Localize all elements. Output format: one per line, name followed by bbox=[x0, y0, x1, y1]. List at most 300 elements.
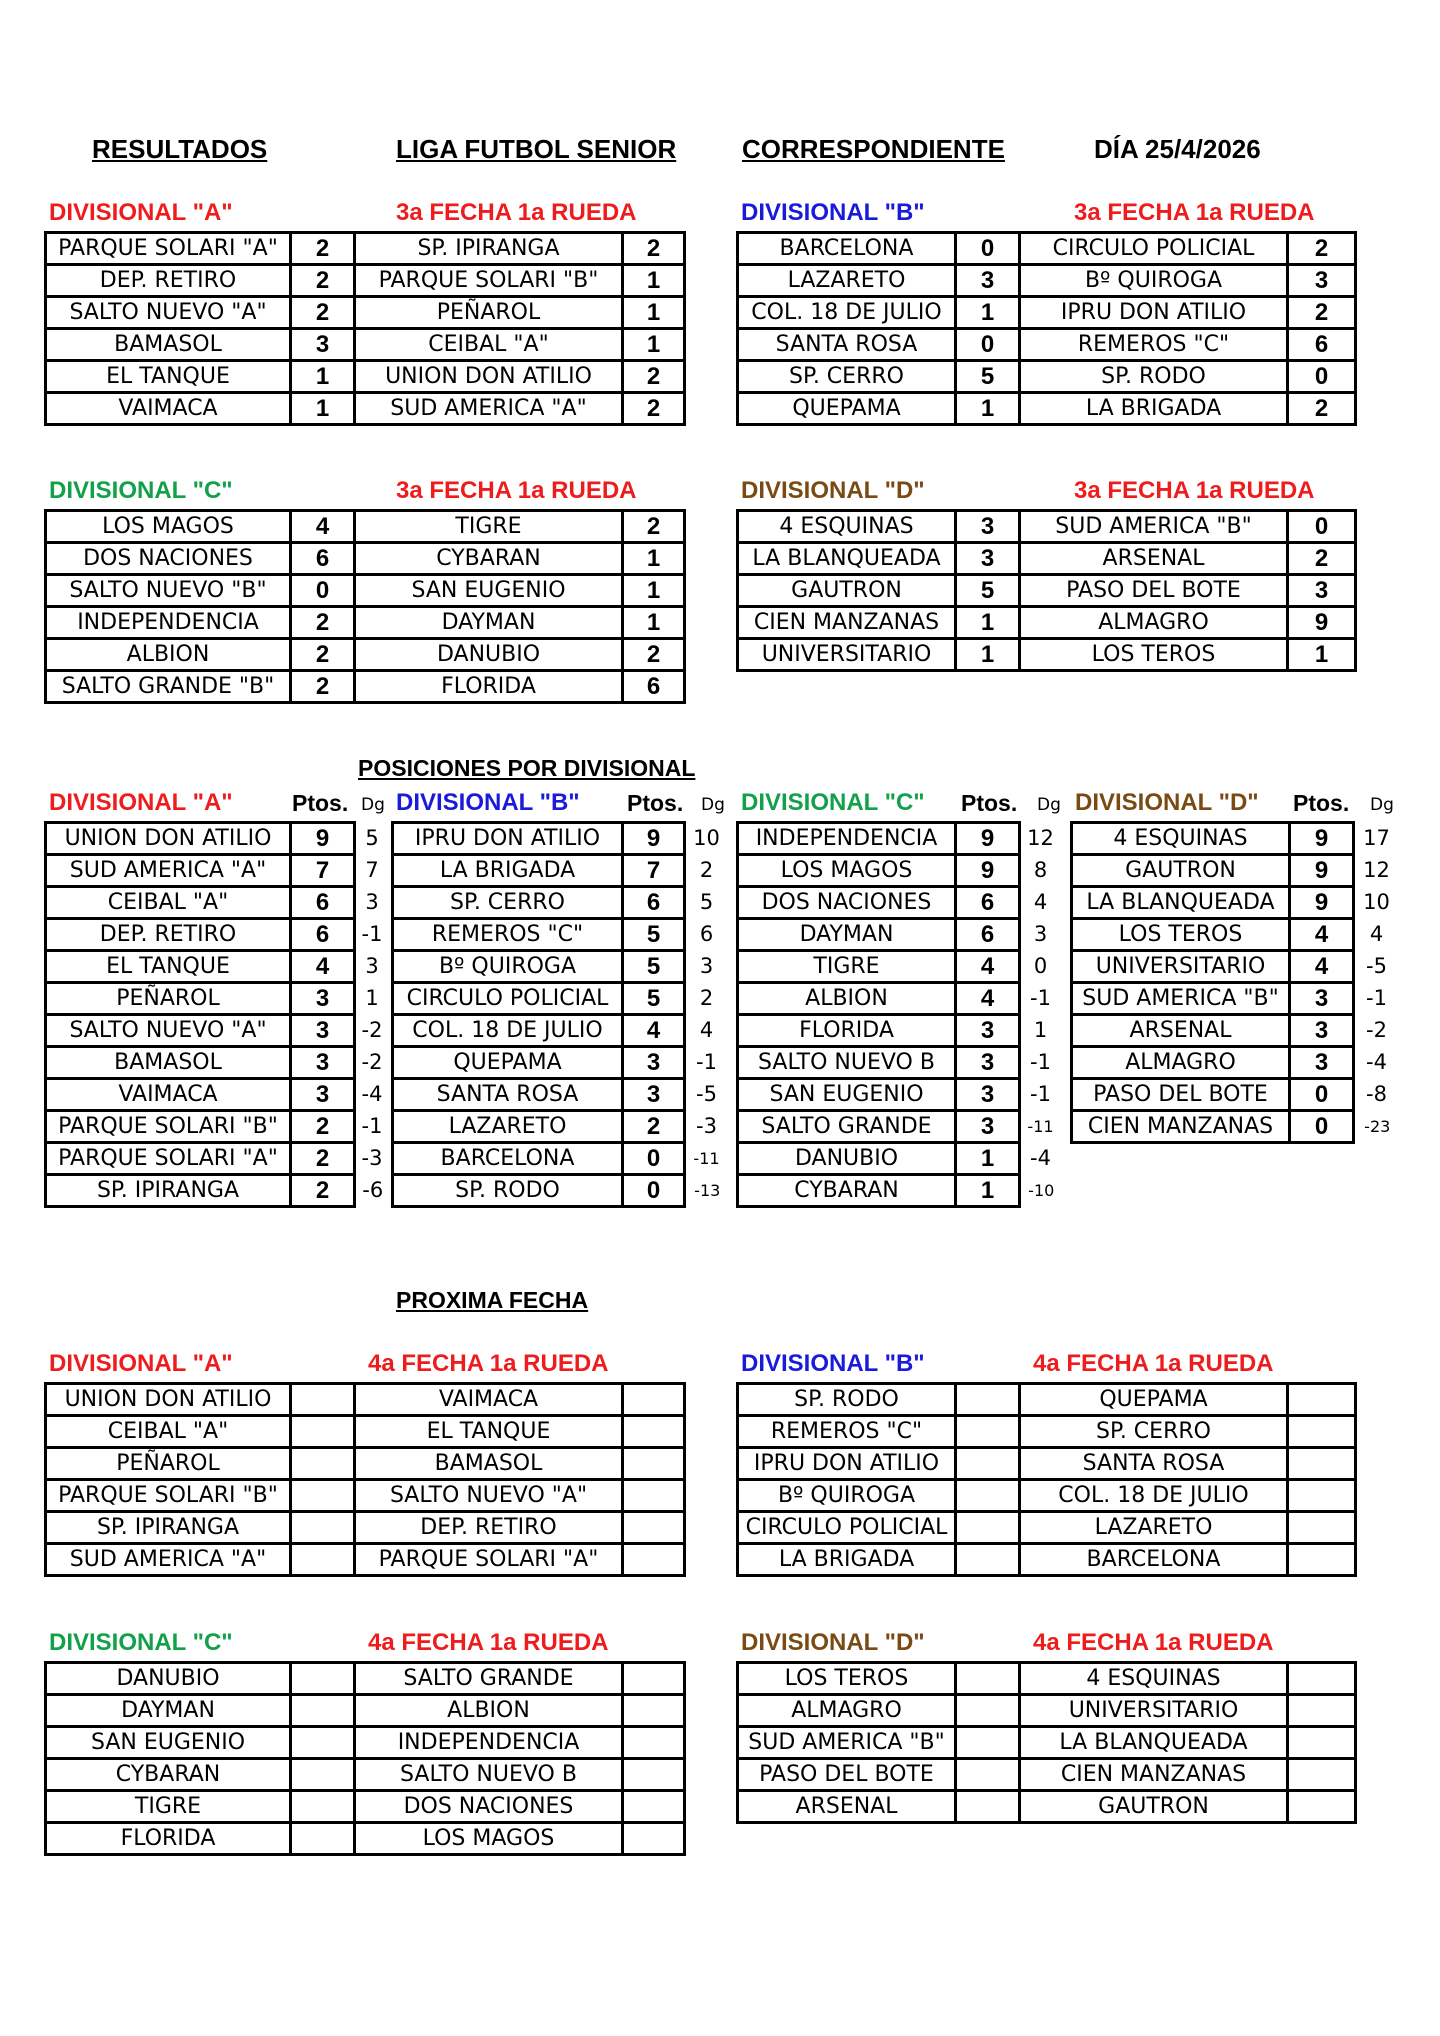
away-score: 2 bbox=[623, 233, 685, 265]
goal-difference: 12 bbox=[1363, 858, 1390, 882]
results-d-title: DIVISIONAL "D" bbox=[741, 477, 925, 504]
away-score bbox=[623, 1416, 685, 1448]
points: 5 bbox=[623, 919, 685, 951]
away-score bbox=[1288, 1663, 1356, 1695]
home-team: TIGRE bbox=[46, 1791, 291, 1823]
points: 9 bbox=[1290, 823, 1354, 855]
home-score: 1 bbox=[291, 393, 355, 425]
goal-difference: 10 bbox=[693, 826, 720, 850]
goal-difference: -3 bbox=[361, 1146, 383, 1170]
away-team: DAYMAN bbox=[355, 607, 623, 639]
result-row bbox=[738, 329, 1356, 361]
home-team: LAZARETO bbox=[738, 265, 956, 297]
home-score bbox=[956, 1544, 1020, 1576]
away-score bbox=[1288, 1759, 1356, 1791]
goal-difference: 5 bbox=[365, 826, 379, 850]
away-score bbox=[623, 1791, 685, 1823]
team-name: LOS MAGOS bbox=[738, 855, 956, 887]
standings-c-dg-label: Dg bbox=[1037, 795, 1061, 815]
points: 0 bbox=[1290, 1079, 1354, 1111]
home-team: UNIVERSITARIO bbox=[738, 639, 956, 671]
away-team: LOS MAGOS bbox=[355, 1823, 623, 1855]
standing-row bbox=[1072, 823, 1400, 855]
home-score bbox=[291, 1416, 355, 1448]
goal-difference: -2 bbox=[361, 1018, 383, 1042]
points: 6 bbox=[623, 887, 685, 919]
home-score bbox=[291, 1727, 355, 1759]
team-name: PASO DEL BOTE bbox=[1072, 1079, 1290, 1111]
home-team: PASO DEL BOTE bbox=[738, 1759, 956, 1791]
result-row bbox=[46, 361, 685, 393]
goal-difference: -6 bbox=[362, 1178, 384, 1202]
away-score: 2 bbox=[1288, 233, 1356, 265]
home-score: 1 bbox=[956, 393, 1020, 425]
standing-row bbox=[46, 887, 390, 919]
home-team: QUEPAMA bbox=[738, 393, 956, 425]
goal-difference: -2 bbox=[361, 1050, 383, 1074]
standing-row bbox=[393, 1079, 729, 1111]
home-team: SAN EUGENIO bbox=[46, 1727, 291, 1759]
home-team: ALBION bbox=[46, 639, 291, 671]
home-score: 2 bbox=[291, 297, 355, 329]
fixture-row bbox=[46, 1663, 685, 1695]
next-b-fecha: 4a FECHA 1a RUEDA bbox=[1033, 1350, 1274, 1377]
standing-row bbox=[738, 887, 1062, 919]
results-b-title: DIVISIONAL "B" bbox=[741, 199, 925, 226]
away-team: CIRCULO POLICIAL bbox=[1020, 233, 1288, 265]
points: 6 bbox=[956, 887, 1020, 919]
home-score bbox=[956, 1384, 1020, 1416]
home-team: PEÑAROL bbox=[46, 1448, 291, 1480]
team-name: SALTO NUEVO "A" bbox=[46, 1015, 291, 1047]
home-score: 2 bbox=[291, 639, 355, 671]
home-team: FLORIDA bbox=[46, 1823, 291, 1855]
standing-row bbox=[393, 919, 729, 951]
fixture-row bbox=[46, 1727, 685, 1759]
standing-row bbox=[46, 983, 390, 1015]
points: 5 bbox=[623, 951, 685, 983]
home-score bbox=[956, 1448, 1020, 1480]
goal-difference: -23 bbox=[1364, 1117, 1391, 1136]
home-score: 3 bbox=[956, 265, 1020, 297]
standing-row bbox=[46, 919, 390, 951]
home-score: 1 bbox=[956, 297, 1020, 329]
team-name: SP. RODO bbox=[393, 1175, 623, 1207]
home-team: CYBARAN bbox=[46, 1759, 291, 1791]
goal-difference: -1 bbox=[1366, 986, 1387, 1010]
team-name: INDEPENDENCIA bbox=[738, 823, 956, 855]
away-score bbox=[1288, 1544, 1356, 1576]
fixture-row bbox=[46, 1544, 685, 1576]
points: 6 bbox=[291, 887, 355, 919]
header-fecha-dia: DÍA 25/4/2026 bbox=[1094, 134, 1261, 164]
fixture-row bbox=[738, 1480, 1356, 1512]
home-score: 2 bbox=[291, 607, 355, 639]
team-name: LA BLANQUEADA bbox=[1072, 887, 1290, 919]
points: 0 bbox=[1290, 1111, 1354, 1143]
result-row bbox=[46, 265, 685, 297]
points: 9 bbox=[1290, 855, 1354, 887]
home-team: LOS MAGOS bbox=[46, 511, 291, 543]
team-name: COL. 18 DE JULIO bbox=[393, 1015, 623, 1047]
fixture-row bbox=[738, 1759, 1356, 1791]
away-score: 1 bbox=[623, 265, 685, 297]
away-team: ALBION bbox=[355, 1695, 623, 1727]
goal-difference: 2 bbox=[699, 986, 714, 1010]
points: 3 bbox=[623, 1047, 685, 1079]
away-score bbox=[623, 1512, 685, 1544]
away-team: EL TANQUE bbox=[355, 1416, 623, 1448]
away-team: PEÑAROL bbox=[355, 297, 623, 329]
team-name: UNIVERSITARIO bbox=[1072, 951, 1290, 983]
away-score bbox=[1288, 1512, 1356, 1544]
result-row bbox=[46, 639, 685, 671]
standing-row bbox=[1072, 1111, 1400, 1143]
goal-difference: -1 bbox=[361, 922, 383, 946]
next-c-title: DIVISIONAL "C" bbox=[49, 1629, 233, 1656]
fixture-row bbox=[738, 1544, 1356, 1576]
away-score bbox=[623, 1480, 685, 1512]
goal-difference: -1 bbox=[1030, 986, 1051, 1010]
standing-row bbox=[738, 823, 1062, 855]
fixture-row bbox=[46, 1791, 685, 1823]
goal-difference: 17 bbox=[1363, 826, 1390, 850]
standing-row bbox=[738, 919, 1062, 951]
goal-difference: -2 bbox=[1366, 1018, 1387, 1042]
fixture-row bbox=[738, 1663, 1356, 1695]
goal-difference: -8 bbox=[1366, 1082, 1387, 1106]
team-name: UNION DON ATILIO bbox=[46, 823, 291, 855]
away-score bbox=[623, 1727, 685, 1759]
team-name: ALBION bbox=[738, 983, 956, 1015]
away-score: 1 bbox=[623, 297, 685, 329]
home-team: EL TANQUE bbox=[46, 361, 291, 393]
away-score bbox=[1288, 1384, 1356, 1416]
goal-difference: 4 bbox=[1369, 922, 1384, 946]
next-a-fecha: 4a FECHA 1a RUEDA bbox=[368, 1350, 609, 1377]
standing-row bbox=[1072, 1047, 1400, 1079]
team-name: IPRU DON ATILIO bbox=[393, 823, 623, 855]
results-a-fecha: 3a FECHA 1a RUEDA bbox=[396, 199, 637, 226]
team-name: Bº QUIROGA bbox=[393, 951, 623, 983]
home-team: IPRU DON ATILIO bbox=[738, 1448, 956, 1480]
standing-row bbox=[46, 1015, 390, 1047]
goal-difference: -13 bbox=[694, 1181, 721, 1200]
points: 6 bbox=[291, 919, 355, 951]
points: 4 bbox=[956, 951, 1020, 983]
away-team: 4 ESQUINAS bbox=[1020, 1663, 1288, 1695]
team-name: DANUBIO bbox=[738, 1143, 956, 1175]
away-team: SP. CERRO bbox=[1020, 1416, 1288, 1448]
away-score: 6 bbox=[623, 671, 685, 703]
home-score bbox=[956, 1663, 1020, 1695]
standing-row bbox=[393, 983, 729, 1015]
home-score bbox=[291, 1791, 355, 1823]
away-score: 2 bbox=[1288, 393, 1356, 425]
away-team: SUD AMERICA "B" bbox=[1020, 511, 1288, 543]
next-a-title: DIVISIONAL "A" bbox=[49, 1350, 233, 1377]
goal-difference: 3 bbox=[365, 954, 379, 978]
points: 3 bbox=[956, 1047, 1020, 1079]
team-name: DEP. RETIRO bbox=[46, 919, 291, 951]
standing-row bbox=[393, 1047, 729, 1079]
results-c-table bbox=[44, 509, 686, 704]
home-team: LA BRIGADA bbox=[738, 1544, 956, 1576]
standing-row bbox=[46, 1079, 390, 1111]
standing-row bbox=[738, 983, 1062, 1015]
standing-row bbox=[393, 951, 729, 983]
home-score bbox=[291, 1759, 355, 1791]
next-title: PROXIMA FECHA bbox=[396, 1287, 589, 1313]
standing-row bbox=[738, 951, 1062, 983]
standing-row bbox=[738, 1111, 1062, 1143]
home-score bbox=[291, 1823, 355, 1855]
home-score bbox=[291, 1663, 355, 1695]
goal-difference: -10 bbox=[1028, 1181, 1055, 1200]
away-team: SAN EUGENIO bbox=[355, 575, 623, 607]
away-score: 2 bbox=[1288, 543, 1356, 575]
fixture-row bbox=[46, 1448, 685, 1480]
home-score: 1 bbox=[291, 361, 355, 393]
goal-difference: 6 bbox=[699, 922, 714, 946]
standing-row bbox=[1072, 919, 1400, 951]
team-name: SP. IPIRANGA bbox=[46, 1175, 291, 1207]
next-c-table bbox=[44, 1661, 686, 1856]
fixture-row bbox=[738, 1695, 1356, 1727]
home-team: ARSENAL bbox=[738, 1791, 956, 1823]
team-name: GAUTRON bbox=[1072, 855, 1290, 887]
home-team: SP. CERRO bbox=[738, 361, 956, 393]
goal-difference: 8 bbox=[1033, 858, 1048, 882]
result-row bbox=[738, 393, 1356, 425]
points: 3 bbox=[291, 1047, 355, 1079]
team-name: SUD AMERICA "B" bbox=[1072, 983, 1290, 1015]
home-team: SANTA ROSA bbox=[738, 329, 956, 361]
away-team: Bº QUIROGA bbox=[1020, 265, 1288, 297]
home-team: CEIBAL "A" bbox=[46, 1416, 291, 1448]
next-b-table bbox=[736, 1382, 1357, 1577]
home-score: 3 bbox=[291, 329, 355, 361]
fixture-row bbox=[738, 1448, 1356, 1480]
goal-difference: 3 bbox=[699, 954, 714, 978]
goal-difference: 0 bbox=[1033, 954, 1048, 978]
points: 3 bbox=[1290, 1015, 1354, 1047]
away-team: GAUTRON bbox=[1020, 1791, 1288, 1823]
points: 4 bbox=[956, 983, 1020, 1015]
team-name: LAZARETO bbox=[393, 1111, 623, 1143]
away-team: LAZARETO bbox=[1020, 1512, 1288, 1544]
standing-row bbox=[393, 855, 729, 887]
goal-difference: 5 bbox=[699, 890, 714, 914]
results-c-fecha: 3a FECHA 1a RUEDA bbox=[396, 477, 637, 504]
away-team: REMEROS "C" bbox=[1020, 329, 1288, 361]
result-row bbox=[46, 233, 685, 265]
points: 3 bbox=[1290, 1047, 1354, 1079]
away-team: TIGRE bbox=[355, 511, 623, 543]
away-score: 0 bbox=[1288, 511, 1356, 543]
results-b-fecha: 3a FECHA 1a RUEDA bbox=[1074, 199, 1315, 226]
points: 2 bbox=[291, 1175, 355, 1207]
goal-difference: 4 bbox=[1033, 890, 1048, 914]
points: 4 bbox=[1290, 919, 1354, 951]
goal-difference: -5 bbox=[1366, 954, 1387, 978]
goal-difference: -1 bbox=[696, 1050, 717, 1074]
home-team: CIEN MANZANAS bbox=[738, 607, 956, 639]
results-d-table bbox=[736, 509, 1357, 672]
result-row bbox=[738, 511, 1356, 543]
standing-row bbox=[738, 855, 1062, 887]
team-name: EL TANQUE bbox=[46, 951, 291, 983]
away-score bbox=[623, 1695, 685, 1727]
goal-difference: -3 bbox=[696, 1114, 717, 1138]
home-score bbox=[291, 1480, 355, 1512]
away-score: 2 bbox=[623, 639, 685, 671]
fixture-row bbox=[46, 1759, 685, 1791]
home-team: DANUBIO bbox=[46, 1663, 291, 1695]
standings-a-ptos-label: Ptos. bbox=[292, 790, 349, 816]
standing-row bbox=[46, 1143, 390, 1175]
standings-a-dg-label: Dg bbox=[361, 795, 385, 815]
away-team: CIEN MANZANAS bbox=[1020, 1759, 1288, 1791]
away-team: SP. RODO bbox=[1020, 361, 1288, 393]
result-row bbox=[46, 393, 685, 425]
away-team: UNION DON ATILIO bbox=[355, 361, 623, 393]
standing-row bbox=[738, 1047, 1062, 1079]
result-row bbox=[738, 543, 1356, 575]
result-row bbox=[738, 575, 1356, 607]
home-team: 4 ESQUINAS bbox=[738, 511, 956, 543]
header-correspondiente: CORRESPONDIENTE bbox=[742, 134, 1005, 164]
away-score bbox=[623, 1663, 685, 1695]
points: 3 bbox=[956, 1079, 1020, 1111]
points: 1 bbox=[956, 1143, 1020, 1175]
fixture-row bbox=[738, 1791, 1356, 1823]
home-team: SUD AMERICA "B" bbox=[738, 1727, 956, 1759]
away-team: PARQUE SOLARI "B" bbox=[355, 265, 623, 297]
home-score bbox=[956, 1727, 1020, 1759]
goal-difference: 2 bbox=[699, 858, 714, 882]
fixture-row bbox=[46, 1823, 685, 1855]
away-score: 3 bbox=[1288, 265, 1356, 297]
home-team: SP. RODO bbox=[738, 1384, 956, 1416]
team-name: PEÑAROL bbox=[46, 983, 291, 1015]
standing-row bbox=[393, 1143, 729, 1175]
away-team: SALTO GRANDE bbox=[355, 1663, 623, 1695]
away-score: 1 bbox=[623, 575, 685, 607]
points: 3 bbox=[956, 1015, 1020, 1047]
results-a-table bbox=[44, 231, 686, 426]
away-score bbox=[1288, 1480, 1356, 1512]
away-team: SP. IPIRANGA bbox=[355, 233, 623, 265]
goal-difference: 12 bbox=[1027, 826, 1054, 850]
away-score: 3 bbox=[1288, 575, 1356, 607]
standing-row bbox=[1072, 887, 1400, 919]
points: 9 bbox=[623, 823, 685, 855]
away-team: ARSENAL bbox=[1020, 543, 1288, 575]
standing-row bbox=[393, 1111, 729, 1143]
team-name: LA BRIGADA bbox=[393, 855, 623, 887]
next-d-table bbox=[736, 1661, 1357, 1824]
away-team: PARQUE SOLARI "A" bbox=[355, 1544, 623, 1576]
standing-row bbox=[738, 1015, 1062, 1047]
goal-difference: -4 bbox=[361, 1082, 383, 1106]
points: 2 bbox=[623, 1111, 685, 1143]
goal-difference: 1 bbox=[365, 986, 379, 1010]
points: 7 bbox=[623, 855, 685, 887]
goal-difference: -4 bbox=[1030, 1146, 1051, 1170]
points: 9 bbox=[956, 855, 1020, 887]
home-score bbox=[291, 1448, 355, 1480]
standing-row bbox=[46, 1047, 390, 1079]
home-team: SUD AMERICA "A" bbox=[46, 1544, 291, 1576]
standings-d-ptos-label: Ptos. bbox=[1293, 790, 1350, 816]
home-score: 5 bbox=[956, 361, 1020, 393]
standing-row bbox=[46, 855, 390, 887]
home-score bbox=[291, 1695, 355, 1727]
points: 1 bbox=[956, 1175, 1020, 1207]
header-liga: LIGA FUTBOL SENIOR bbox=[396, 134, 677, 164]
away-score: 1 bbox=[623, 543, 685, 575]
team-name: 4 ESQUINAS bbox=[1072, 823, 1290, 855]
team-name: CEIBAL "A" bbox=[46, 887, 291, 919]
home-team: UNION DON ATILIO bbox=[46, 1384, 291, 1416]
standing-row bbox=[1072, 983, 1400, 1015]
points: 3 bbox=[623, 1079, 685, 1111]
home-score: 6 bbox=[291, 543, 355, 575]
team-name: LOS TEROS bbox=[1072, 919, 1290, 951]
results-a-title: DIVISIONAL "A" bbox=[49, 199, 233, 226]
standing-row bbox=[1072, 855, 1400, 887]
home-score bbox=[291, 1384, 355, 1416]
standings-title: POSICIONES POR DIVISIONAL bbox=[358, 755, 696, 781]
away-team: PASO DEL BOTE bbox=[1020, 575, 1288, 607]
goal-difference: 1 bbox=[1033, 1018, 1048, 1042]
standings-a-title: DIVISIONAL "A" bbox=[49, 789, 233, 816]
results-b-table bbox=[736, 231, 1357, 426]
points: 0 bbox=[623, 1175, 685, 1207]
goal-difference: -1 bbox=[1030, 1050, 1051, 1074]
goal-difference: -1 bbox=[361, 1114, 383, 1138]
standing-row bbox=[393, 1175, 729, 1207]
team-name: BAMASOL bbox=[46, 1047, 291, 1079]
home-team: SALTO NUEVO "A" bbox=[46, 297, 291, 329]
away-team: VAIMACA bbox=[355, 1384, 623, 1416]
team-name: ALMAGRO bbox=[1072, 1047, 1290, 1079]
away-score: 2 bbox=[1288, 297, 1356, 329]
home-score: 1 bbox=[956, 639, 1020, 671]
away-score: 2 bbox=[623, 511, 685, 543]
away-score bbox=[623, 1823, 685, 1855]
home-score: 5 bbox=[956, 575, 1020, 607]
result-row bbox=[738, 361, 1356, 393]
standings-b-table bbox=[391, 821, 730, 1208]
points: 7 bbox=[291, 855, 355, 887]
points: 3 bbox=[291, 1079, 355, 1111]
home-team: LOS TEROS bbox=[738, 1663, 956, 1695]
away-score bbox=[623, 1544, 685, 1576]
standings-d-table bbox=[1070, 821, 1401, 1144]
next-d-title: DIVISIONAL "D" bbox=[741, 1629, 925, 1656]
home-team: SALTO GRANDE "B" bbox=[46, 671, 291, 703]
home-team: BARCELONA bbox=[738, 233, 956, 265]
goal-difference: -4 bbox=[1366, 1050, 1387, 1074]
goal-difference: 7 bbox=[365, 858, 379, 882]
home-score: 3 bbox=[956, 543, 1020, 575]
header-resultados: RESULTADOS bbox=[92, 134, 268, 164]
points: 9 bbox=[956, 823, 1020, 855]
home-team: Bº QUIROGA bbox=[738, 1480, 956, 1512]
points: 0 bbox=[623, 1143, 685, 1175]
